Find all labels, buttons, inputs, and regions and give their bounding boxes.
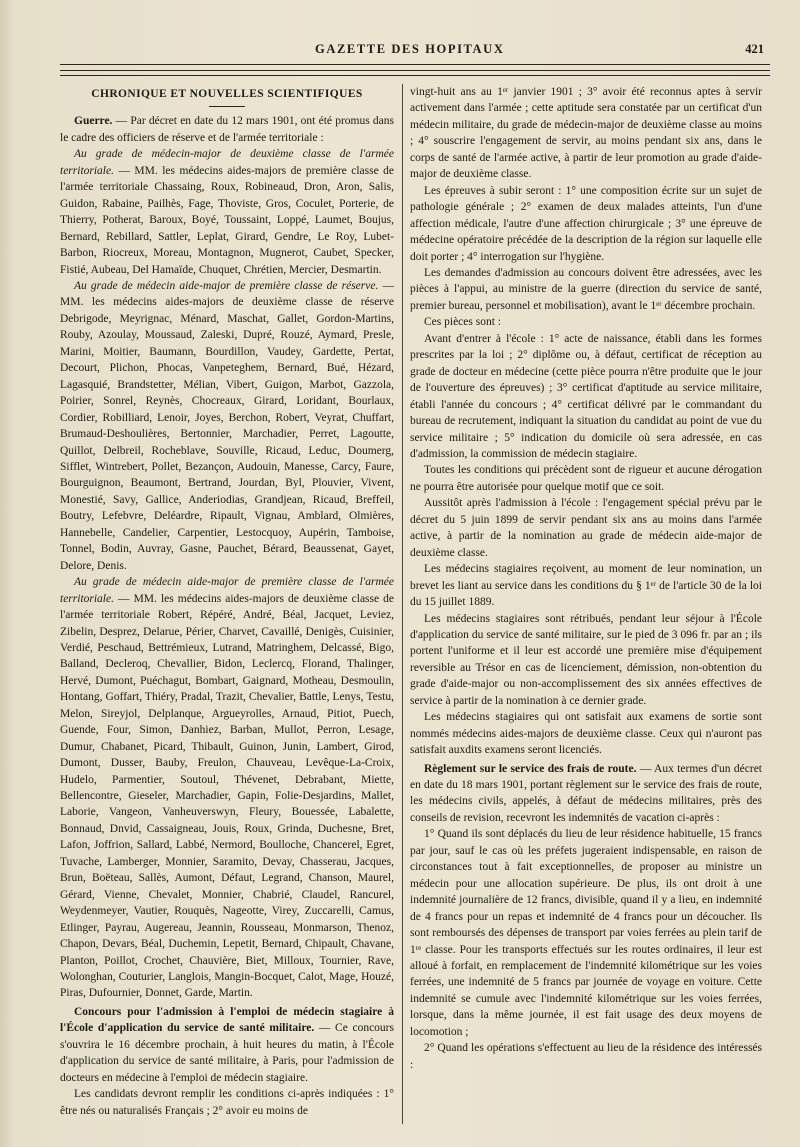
- concours-heading: Concours pour l'admission à l'emploi de médecin stagiaire à l'École d'application du service de santé militaire.: [60, 1005, 394, 1035]
- paragraph-promotion-reserve: [60, 278, 394, 574]
- paragraph-continuation: vingt-huit ans au 1ᵉʳ janvier 1901 ; 3° avoir été reconnus aptes à servir activement dans l'armée ; cette aptitude sera constatée par un certificat d'un médecin militaire, du grade de médecin-major de deuxième classe au moins ; 4° souscrire l'engagement de servir, au moins pendant six ans, dans le corps de santé de l'armée active, à partir de leur promotion au grade d'aide-major de deuxième classe.: [410, 86, 762, 181]
- journal-title: GAZETTE DES HOPITAUX: [315, 42, 505, 56]
- paragraph-stagiaires-solde: Les médecins stagiaires sont rétribués, pendant leur séjour à l'École d'application du service de santé militaire, sur le pied de 3 096 fr. par an ; ils portent l'uniforme et il leur est accordé une première mise d'équipement reversible au Trésor en cas de licenciement, démission, non-obtention du grade d'aide-major ou non-accomplissement des six années effectives de service à partir de la nomination à ce dernier grade.: [410, 612, 762, 707]
- paragraph-avant: Avant d'entrer à l'école : 1° acte de naissance, établi dans les formes prescrites par la loi ; 2° diplôme ou, à défaut, certificat de réception au grade de docteur en médecine (cette pièce pourra n'être produite que le jour de l'ouverture des épreuves) ; 3° certificat d'aptitude au service militaire, établi l'année du concours ; 4° certificat délivré par le commandant du bureau de recrutement, indiquant la situation du candidat au point de vue du service militaire ; 5° indication du domicile où sera adressée, en cas d'admission, la commission de médecin stagiaire.: [410, 332, 762, 460]
- paragraph-indemnite-residence: 2° Quand les opérations s'effectuent au lieu de la résidence des intéressés :: [410, 1042, 762, 1071]
- concours-text: — Ce concours s'ouvrira le 16 décembre prochain, à huit heures du matin, à l'École d'application du service de santé militaire, à Paris, pour l'admission de docteurs en médecine à l'emploi de médecin stagiaire.: [60, 1022, 394, 1084]
- page-header: [60, 42, 770, 62]
- header-rule: [60, 70, 770, 71]
- promotion-list: — MM. les médecins aides-majors de première classe de l'armée territoriale Chassaing, Roux, Robineaud, Dron, Aron, Salis, Guidon, Rabaine, Pailhès, Fage, Thoviste, Gros, Coculet, Porterie, de Thierry, Potherat, Baroux, Boyé, Toussaint, Loppé, Laumet, Boujus, Bernard, Rebillard, Sattler, Leplat, Girard, Gendre, Le Roy, Lubet-Barbon, Riocreux, Moreau, Montagnon, Mugnerot, Caubet, Specker, Fistié, Aubeau, Del Hamaïde, Chuquet, Chrétien, Mercier, Desmartin.: [60, 164, 394, 276]
- section-title-rule: [209, 106, 245, 107]
- paragraph-promotion-territoriale-2: [60, 574, 394, 1002]
- header-rule: [60, 75, 770, 76]
- paragraph-concours: [60, 1004, 394, 1086]
- paragraph-candidats: Les candidats devront remplir les conditions ci-après indiquées : 1° être nés ou naturalisés Français ; 2° avoir eu moins de: [60, 1088, 394, 1117]
- paragraph-conditions: Toutes les conditions qui précèdent sont de rigueur et aucune dérogation ne pourra être autorisée pour quelque motif que ce soit.: [410, 464, 762, 493]
- guerre-heading: Guerre.: [74, 115, 113, 128]
- paragraph-stagiaires-brevet: Les médecins stagiaires reçoivent, au moment de leur nomination, un brevet les liant au service dans les conditions du § 1ᵉʳ de l'article 30 de la loi du 15 juillet 1889.: [410, 563, 762, 609]
- guerre-text: — Par décret en date du 12 mars 1901, ont été promus dans le cadre des officiers de réserve et de l'armée territoriale :: [60, 115, 394, 144]
- paragraph-promotion-territoriale: [60, 146, 394, 278]
- promotion-list: — MM. les médecins aides-majors de deuxième classe de l'armée territoriale Robert, Répéré, André, Béal, Jacquet, Leviez, Zibelin, Desprez, Delarue, Périer, Charvet, Cavaillé, Denigès, Cuisinier, Verdié, Peschaud, Bettrémieux, Lutrand, Matringhem, Delcassé, Bigo, Balland, Decleroq, Chevallier, Bidon, Leclercq, Florand, Thalinger, Hervé, Dumont, Puéchagut, Bombart, Gaignard, Motheau, Desmoulin, Hontang, Goffart, Thiéry, Pradal, Trazit, Chevalier, Battle, Lenys, Testu, Melon, Sireyjol, Delplanque, Argueyrolles, Arnaud, Pitiot, Puech, Guende, Four, Simon, Danhiez, Barban, Mullot, Perron, Lesage, Dumur, Chabanet, Picard, Thibault, Guinon, Junin, Lambert, Girod, Dumont, Dusser, Bauby, Freulon, Chauveau, Levêque-La-Croix, Hudelo, Parmentier, Soutoul, Thévenet, Debrabant, Miette, Bellencontre, Gieseler, Marchadier, Gapin, Folie-Desjardins, Mallet, Laborie, Vangeon, Vanheuverswyn, Fleury, Bouessée, Labalette, Bonnaud, Dnvid, Cassaigneau, Jouis, Roux, Grinda, Duchesne, Bret, Lafon, Joffrion, Sallard, Labbé, Nermord, Boulloche, Chancerel, Egret, Tuvache, Lamberger, Monnier, Saramito, Devay, Chasserau, Jacques, Brun, Boëteau, Sallès, Aumont, Défaut, Legrand, Chanson, Maurel, Gérard, Vienne, Chevalet, Monnier, Chabrié, Claudel, Rancurel, Weydenmeyer, Vautier, Rouquès, Nageotte, Virey, Zuccarelli, Camus, Etlinger, Payrau, Augereau, Jeannin, Rousseau, Monmarson, Thenoz, Chapon, Devars, Béal, Duchemin, Lepetit, Bernard, Chipault, Chavane, Planton, Poillot, Crochet, Chauvière, Biet, Milloux, Tournier, Rave, Wolonghan, Couturier, Langlois, Mangin-Bocquet, Calot, Mage, Houzé, Piras, Dufournier, Donnet, Garde, Martin.: [60, 592, 394, 1000]
- grade-heading: Au grade de médecin-major de deuxième classe de l'armée territoriale.: [60, 148, 394, 177]
- paragraph-reglement: [410, 761, 762, 827]
- section-title: CHRONIQUE ET NOUVELLES SCIENTIFIQUES: [91, 88, 363, 100]
- left-column: [60, 84, 394, 1119]
- paragraph-epreuves: Les épreuves à subir seront : 1° une composition écrite sur un sujet de pathologie générale ; 2° examen de deux malades atteints, l'un d'une affection médicale, l'autre d'une affection chirurgicale ; 3° une épreuve de médecine opératoire précédée de la description de la région sur laquelle elle doit porter ; 4° interrogation sur l'hygiène.: [410, 184, 762, 263]
- page-number: 421: [745, 42, 764, 56]
- reglement-heading: Règlement sur le service des frais de route.: [424, 762, 637, 775]
- paragraph-stagiaires-examens: Les médecins stagiaires qui ont satisfait aux examens de sortie sont nommés médecins aides-majors de deuxième classe. Ceux qui n'auront pas satisfait auxdits examens seront licenciés.: [410, 711, 762, 757]
- promotion-list: — MM. les médecins aides-majors de deuxième classe de réserve Debrigode, Meyrignac, Ménard, Maschat, Gallet, Gordon-Martins, Rouby, Azoulay, Moussaud, Zaleski, Dupré, Rouzé, Aymard, Presle, Marini, Moitier, Baumann, Bourdillon, Vaudey, Gardette, Pertat, Decourt, Plichon, Phocas, Vanpeteghem, Bernard, Bué, Hézard, Lagasquié, Brandstetter, Mélian, Vibert, Guigon, Marbot, Gazzola, Poirier, Sonrel, Reynès, Chocreaux, Girard, Loridant, Bourlaux, Cordier, Robilliard, Lenoir, Joyes, Berchon, Robert, Veyrat, Chuffart, Brumaud-Deshoulières, Bertonnier, Marchadier, Perret, Lagoutte, Quillot, Delbreil, Rocheblave, Souville, Ricaud, Leduc, Doumerg, Sifflet, Wintrebert, Pollet, Bezançon, Audouin, Manesse, Carcy, Faure, Bourguignon, Beaumont, Bertrand, Jourdan, Byl, Plouvier, Vivent, Monestié, Savy, Gallice, Anderiodias, Grandjean, Ricaud, Breffeil, Boutry, Lefebvre, Deléardre, Ripault, Vignau, Amblard, Olmières, Hannebelle, Candelier, Carpentier, Lestocquoy, Aupérin, Tamboise, Tonnel, Bodin, Auvray, Gasne, Pauchet, Bérard, Beaussenat, Gayet, Delore, Denis.: [60, 279, 395, 572]
- paragraph-indemnite-deplacement: 1° Quand ils sont déplacés du lieu de leur résidence habituelle, 15 francs par jour, sauf le cas où les préfets jugeraient indispensable, en raison de circonstances tout à fait exceptionnelles, de proposer au ministre un médecin pour une allocation supérieure. De plus, ils ont droit à une indemnité journalière de 12 francs, divisible, quand il y a lieu, en indemnité de 4 francs pour un repas et indemnité de 4 francs pour un découcher. Ils sont remboursés des dépenses de transport par voies ferrées au plein tarif de 1ʳᵉ classe. Pour les transports effectués sur les routes ordinaires, il leur est alloué à forfait, en remplacement de l'indemnité kilométrique sur les voies ferrées, une indemnité de 5 francs par journée de voyage en voiture. Cette indemnité se cumule avec l'indemnité kilométrique sur les voies ferrées, lorsque, dans la même journée, il est fait usage des deux moyens de locomotion ;: [410, 828, 762, 1038]
- column-divider: [402, 84, 403, 1124]
- header-rule: [60, 64, 770, 65]
- reglement-text: — Aux termes d'un décret en date du 18 mars 1901, portant règlement sur le service des frais de route, les médecins civils, appelés, à défaut de médecins militaires, près des conseils de revision, recevront les indemnités de vacation ci-après :: [410, 762, 762, 824]
- paragraph-pieces: Ces pièces sont :: [424, 316, 501, 329]
- right-column: [410, 84, 762, 1073]
- grade-heading: Au grade de médecin aide-major de première classe de réserve.: [74, 279, 379, 292]
- paragraph-guerre: [60, 113, 394, 146]
- paragraph-aussitot: Aussitôt après l'admission à l'école : l'engagement spécial prévu par le décret du 5 juin 1899 de servir pendant six ans au moins dans l'armée active, à partir de la nomination au grade de médecin aide-major de deuxième classe.: [410, 497, 762, 559]
- grade-heading: Au grade de médecin aide-major de première classe de l'armée territoriale.: [60, 576, 394, 605]
- paragraph-demandes: Les demandes d'admission au concours doivent être adressées, avec les pièces à l'appui, au ministre de la guerre (direction du service de santé, premier bureau, personnel et mobilisation), avant le 1ᵉʳ décembre prochain.: [410, 266, 762, 312]
